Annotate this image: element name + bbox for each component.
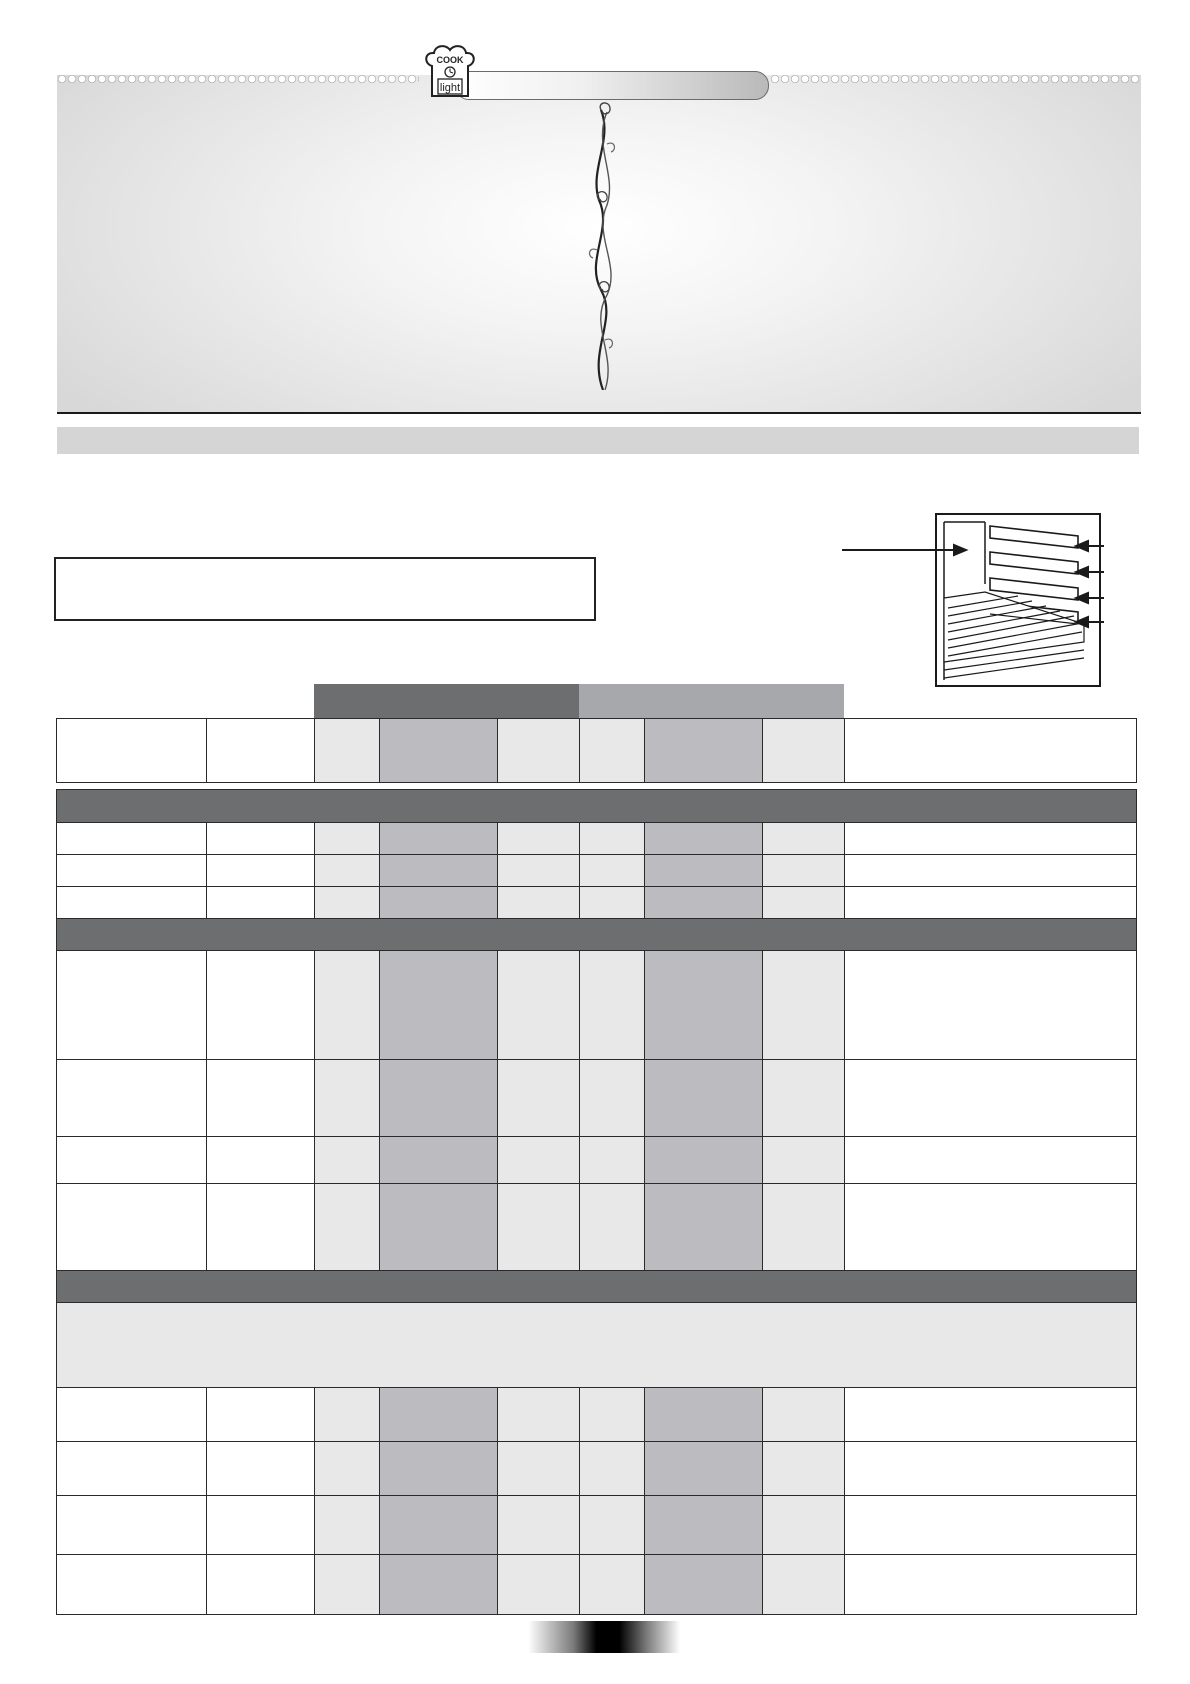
table-cell bbox=[380, 951, 498, 1060]
header-cell bbox=[763, 719, 845, 783]
table-cell bbox=[763, 1442, 845, 1496]
title-bar bbox=[57, 427, 1139, 454]
table-row bbox=[57, 887, 1137, 919]
table-cell bbox=[380, 1137, 498, 1184]
banner-rule bbox=[57, 412, 1141, 414]
table-cell bbox=[580, 1442, 645, 1496]
header-cell bbox=[645, 719, 763, 783]
table-cell bbox=[207, 1496, 315, 1555]
table-cell bbox=[498, 1496, 580, 1555]
table-cell bbox=[645, 823, 763, 855]
table-row bbox=[57, 951, 1137, 1060]
column-group-band-light bbox=[579, 684, 844, 719]
table-cell bbox=[207, 1184, 315, 1271]
table-cell bbox=[845, 951, 1137, 1060]
table-cell bbox=[57, 887, 207, 919]
table-cell bbox=[315, 823, 380, 855]
oven-shelf-diagram bbox=[842, 512, 1104, 688]
table-cell bbox=[315, 855, 380, 887]
table-cell bbox=[315, 1442, 380, 1496]
table-cell bbox=[57, 783, 1137, 790]
table-cell bbox=[207, 887, 315, 919]
table-cell bbox=[207, 1388, 315, 1442]
table-cell bbox=[380, 1060, 498, 1137]
table-cell bbox=[645, 1555, 763, 1615]
table-row bbox=[57, 1184, 1137, 1271]
table-cell bbox=[498, 1060, 580, 1137]
section-header-row bbox=[57, 919, 1137, 951]
table-cell bbox=[57, 1388, 207, 1442]
table-cell bbox=[645, 1496, 763, 1555]
table-cell bbox=[845, 855, 1137, 887]
table-cell bbox=[645, 1060, 763, 1137]
table-cell bbox=[645, 1442, 763, 1496]
table-cell bbox=[580, 1496, 645, 1555]
table-cell bbox=[498, 1184, 580, 1271]
table-cell bbox=[763, 1184, 845, 1271]
table-cell bbox=[845, 1060, 1137, 1137]
table-row bbox=[57, 1137, 1137, 1184]
table-cell bbox=[207, 1555, 315, 1615]
table-cell bbox=[845, 1555, 1137, 1615]
page-number-tab bbox=[528, 1621, 680, 1653]
table-cell bbox=[380, 823, 498, 855]
table-cell bbox=[580, 1388, 645, 1442]
header-cell bbox=[207, 719, 315, 783]
table-cell bbox=[763, 855, 845, 887]
table-cell bbox=[498, 951, 580, 1060]
table-cell bbox=[207, 1060, 315, 1137]
table-cell bbox=[315, 1060, 380, 1137]
scallop-border-left bbox=[57, 72, 419, 86]
table-cell bbox=[580, 1184, 645, 1271]
table-cell bbox=[580, 855, 645, 887]
table-cell bbox=[57, 1496, 207, 1555]
table-cell bbox=[57, 1137, 207, 1184]
table-cell bbox=[763, 1137, 845, 1184]
table-cell bbox=[580, 823, 645, 855]
table-cell bbox=[498, 887, 580, 919]
table-cell bbox=[498, 1442, 580, 1496]
logo-text-light: light bbox=[439, 82, 461, 94]
table-cell bbox=[845, 1442, 1137, 1496]
table-cell bbox=[763, 1496, 845, 1555]
table-cell bbox=[315, 1184, 380, 1271]
header-cell bbox=[580, 719, 645, 783]
table-cell bbox=[845, 887, 1137, 919]
table-cell bbox=[207, 823, 315, 855]
note-row bbox=[57, 1303, 1137, 1388]
table-cell bbox=[498, 1555, 580, 1615]
section-label bbox=[57, 919, 1137, 951]
table-cell bbox=[763, 1555, 845, 1615]
table-cell bbox=[57, 1442, 207, 1496]
section-label bbox=[57, 790, 1137, 823]
header-cell bbox=[845, 719, 1137, 783]
cooking-table bbox=[56, 718, 1137, 1615]
table-cell bbox=[57, 1184, 207, 1271]
note-cell bbox=[57, 1303, 1137, 1388]
table-cell bbox=[315, 1388, 380, 1442]
table-cell bbox=[380, 887, 498, 919]
table-cell bbox=[845, 1137, 1137, 1184]
section-header-row bbox=[57, 790, 1137, 823]
table-cell bbox=[498, 1137, 580, 1184]
table-cell bbox=[645, 1388, 763, 1442]
table-cell bbox=[580, 1060, 645, 1137]
table-cell bbox=[498, 823, 580, 855]
header-cell bbox=[315, 719, 380, 783]
table-cell bbox=[645, 951, 763, 1060]
table-cell bbox=[580, 887, 645, 919]
table-row bbox=[57, 1442, 1137, 1496]
table-cell bbox=[207, 855, 315, 887]
table-cell bbox=[57, 823, 207, 855]
table-cell bbox=[380, 1555, 498, 1615]
table-row bbox=[57, 823, 1137, 855]
table-cell bbox=[315, 1555, 380, 1615]
header-cell bbox=[498, 719, 580, 783]
table-cell bbox=[845, 823, 1137, 855]
table-cell bbox=[315, 887, 380, 919]
table-row bbox=[57, 1555, 1137, 1615]
table-cell bbox=[645, 1137, 763, 1184]
table-cell bbox=[207, 1137, 315, 1184]
notice-box bbox=[54, 557, 596, 621]
table-cell bbox=[380, 1184, 498, 1271]
header-cell bbox=[57, 719, 207, 783]
table-row bbox=[57, 855, 1137, 887]
table-cell bbox=[315, 1496, 380, 1555]
table-cell bbox=[57, 855, 207, 887]
swirl-ornament bbox=[583, 100, 623, 390]
table-cell bbox=[845, 1496, 1137, 1555]
cook-light-logo bbox=[422, 44, 478, 102]
table-cell bbox=[207, 1442, 315, 1496]
table-cell bbox=[57, 1555, 207, 1615]
table-cell bbox=[315, 951, 380, 1060]
table-cell bbox=[763, 823, 845, 855]
column-group-band-dark bbox=[314, 684, 579, 719]
header-cell bbox=[380, 719, 498, 783]
table-cell bbox=[645, 1184, 763, 1271]
table-cell bbox=[763, 951, 845, 1060]
table-cell bbox=[580, 1555, 645, 1615]
table-cell bbox=[845, 1388, 1137, 1442]
table-cell bbox=[207, 951, 315, 1060]
table-cell bbox=[763, 1388, 845, 1442]
table-spacer bbox=[57, 783, 1137, 790]
header-tab-pill bbox=[455, 71, 769, 100]
table-cell bbox=[763, 887, 845, 919]
table-cell bbox=[498, 1388, 580, 1442]
table-header-row bbox=[57, 719, 1137, 783]
table-cell bbox=[580, 1137, 645, 1184]
section-label bbox=[57, 1271, 1137, 1303]
table-cell bbox=[315, 1137, 380, 1184]
table-cell bbox=[580, 951, 645, 1060]
table-row bbox=[57, 1496, 1137, 1555]
table-cell bbox=[845, 1184, 1137, 1271]
section-header-row bbox=[57, 1271, 1137, 1303]
table-cell bbox=[57, 1060, 207, 1137]
table-cell bbox=[380, 855, 498, 887]
table-cell bbox=[380, 1388, 498, 1442]
table-cell bbox=[380, 1496, 498, 1555]
table-cell bbox=[57, 951, 207, 1060]
table-cell bbox=[645, 855, 763, 887]
table-cell bbox=[380, 1442, 498, 1496]
table-cell bbox=[763, 1060, 845, 1137]
table-row bbox=[57, 1060, 1137, 1137]
table-row bbox=[57, 1388, 1137, 1442]
table-cell bbox=[645, 887, 763, 919]
scallop-border-right bbox=[770, 72, 1141, 86]
table-cell bbox=[498, 855, 580, 887]
logo-text-cook: COOK bbox=[436, 55, 464, 65]
